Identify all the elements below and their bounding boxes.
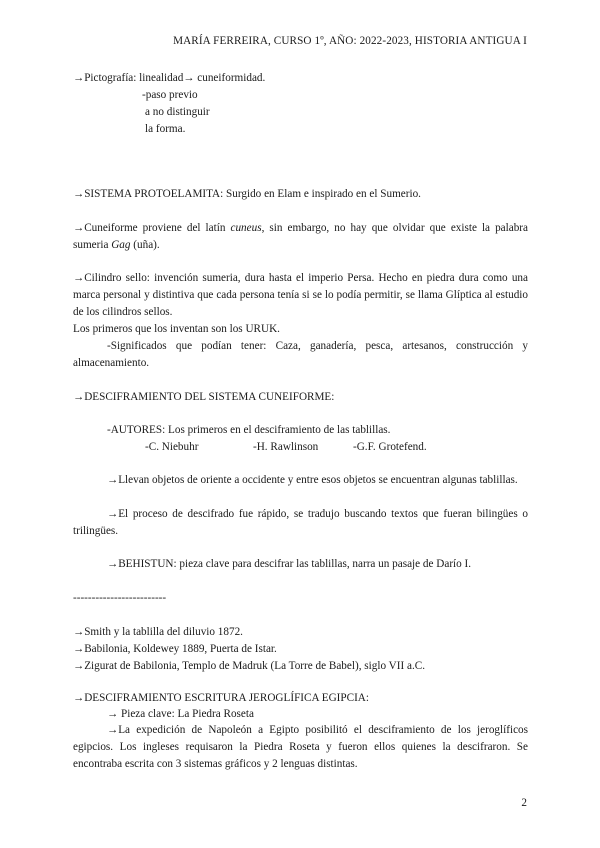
event-zigurat: →Zigurat de Babilonia, Templo de Madruk (La Torre de Babel), siglo VII a.C. — [73, 660, 425, 672]
behistun-line: →BEHISTUN: pieza clave para descifrar las tablillas, narra un pasaje de Darío I. — [107, 558, 472, 570]
pictografia-line: →Pictografía: linealidad→ cuneiformidad. — [73, 72, 266, 84]
pieza-clave-line: → Pieza clave: La Piedra Roseta — [107, 708, 254, 720]
significados-paragraph: -Significados que podían tener: Caza, ganadería, pesca, artesanos, construcción y almacenamiento. — [73, 340, 528, 369]
pictografia-note-1: -paso previo — [142, 89, 198, 101]
page-header: MARÍA FERREIRA, CURSO 1º, AÑO: 2022-2023, HISTORIA ANTIGUA I — [173, 35, 527, 47]
egipcia-title: →DESCIFRAMIENTO ESCRITURA JEROGLÍFICA EGIPCIA: — [73, 692, 369, 704]
pictografia-note-3: la forma. — [145, 123, 186, 135]
cuneus-word: cuneus — [230, 222, 262, 234]
proceso-paragraph: →El proceso de descifrado fue rápido, se tradujo buscando textos que fueran bilingües o trilingües. — [73, 508, 528, 537]
autores-line: -AUTORES: Los primeros en el desciframiento de las tablillas. — [107, 424, 391, 436]
pictografia-note-2: a no distinguir — [145, 106, 210, 118]
cilindro-paragraph: →Cilindro sello: invención sumeria, dura hasta el imperio Persa. Hecho en piedra dura como una marca personal y distintiva que cada persona tenía si se lo podía permitir, se llama Glíptica al estudio de los cilindros sellos. — [73, 272, 528, 318]
uruk-line: Los primeros que los inventan son los URUK. — [73, 323, 280, 335]
desciframiento-title: →DESCIFRAMIENTO DEL SISTEMA CUNEIFORME: — [73, 391, 335, 403]
cuneiforme-text-3: (uña). — [130, 239, 160, 251]
event-babilonia: →Babilonia, Koldewey 1889, Puerta de Istar. — [73, 643, 277, 655]
cuneiforme-text-1: →Cuneiforme proviene del latín — [73, 222, 231, 234]
cuneiforme-paragraph — [73, 220, 528, 254]
cuneiforme-text-2: , sin embargo, no hay que olvidar que existe la palabra sumeria — [73, 222, 528, 251]
expedicion-paragraph: →La expedición de Napoleón a Egipto posibilitó el desciframiento de los jeroglíficos egipcios. Los ingleses requisaron la Piedra Roseta y fueron ellos quienes la descifraron. Se encontraba escrita con 3 sistemas gráficos y 2 lenguas distintas. — [73, 724, 528, 770]
author-grotefend: -G.F. Grotefend. — [353, 441, 427, 453]
author-niebuhr: -C. Niebuhr — [145, 441, 199, 453]
gag-word: Gag — [111, 239, 131, 251]
event-smith: →Smith y la tablilla del diluvio 1872. — [73, 626, 243, 638]
author-rawlinson: -H. Rawlinson — [253, 441, 319, 453]
objetos-paragraph: →Llevan objetos de oriente a occidente y entre esos objetos se encuentran algunas tablillas. — [107, 474, 518, 486]
protoelamita-paragraph: →SISTEMA PROTOELAMITA: Surgido en Elam e inspirado en el Sumerio. — [73, 188, 421, 200]
page-number: 2 — [521, 797, 527, 809]
separator-line: ------------------------- — [73, 592, 167, 604]
